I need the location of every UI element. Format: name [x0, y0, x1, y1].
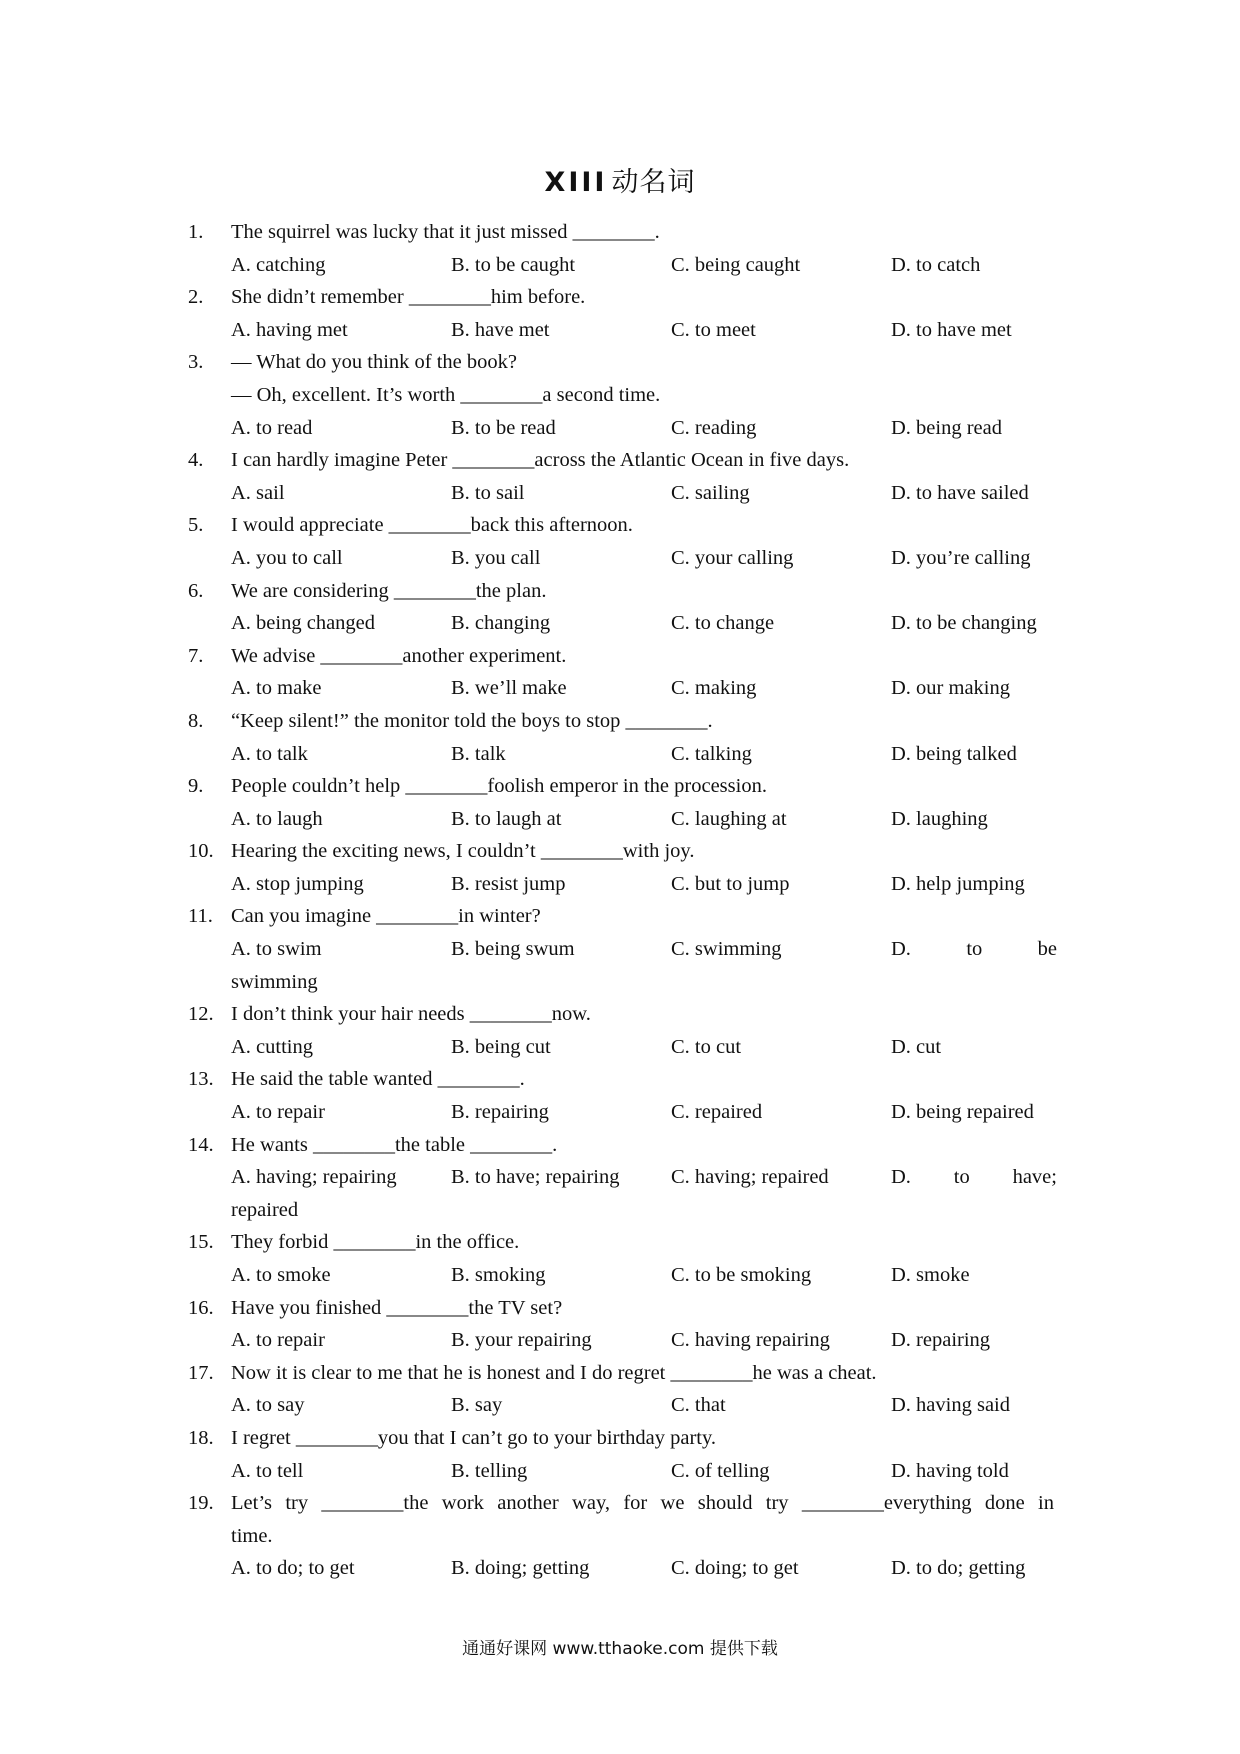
question-number: 3.: [188, 351, 204, 374]
option-b: B. to be read: [451, 416, 556, 439]
option-d: [891, 1161, 1057, 1194]
question-4: [0, 444, 1240, 509]
question-stem-line: [0, 1292, 1240, 1325]
option-d: D. repairing: [891, 1329, 991, 1352]
option-c: C. doing; to get: [671, 1557, 799, 1580]
option-b: B. have met: [451, 318, 550, 341]
option-c: C. sailing: [671, 481, 750, 504]
question-stem-line: [0, 575, 1240, 608]
option-a: A. to repair: [231, 1101, 325, 1124]
option-row: [0, 1552, 1240, 1585]
option-a: A. sail: [231, 481, 285, 504]
option-a: A. stop jumping: [231, 872, 364, 895]
option-row: [0, 738, 1240, 771]
question-stem: We advise ________another experiment.: [231, 644, 567, 667]
question-2: [0, 281, 1240, 346]
question-13: [0, 1063, 1240, 1128]
question-3: [0, 346, 1240, 444]
question-number: 13.: [188, 1068, 214, 1091]
option-row: [0, 1096, 1240, 1129]
question-stem-line: [0, 1422, 1240, 1455]
option-d: D. being talked: [891, 742, 1017, 765]
question-19: [0, 1487, 1240, 1585]
question-stem-line: [0, 770, 1240, 803]
option-row: [0, 1455, 1240, 1488]
question-7: [0, 640, 1240, 705]
question-number: 2.: [188, 286, 204, 309]
option-a: A. catching: [231, 253, 326, 276]
option-a: A. to tell: [231, 1459, 304, 1482]
option-word: to: [966, 938, 983, 961]
question-18: [0, 1422, 1240, 1487]
option-c: C. of telling: [671, 1459, 770, 1482]
option-b: B. smoking: [451, 1264, 546, 1286]
option-c: C. to change: [671, 612, 775, 635]
option-a: A. to do; to get: [231, 1557, 355, 1580]
option-row: [0, 868, 1240, 901]
question-number: 5.: [188, 514, 204, 537]
option-row: [0, 412, 1240, 445]
page-footer: 通通好课网 www.tthaoke.com 提供下载: [462, 1639, 778, 1659]
option-a: A. having met: [231, 318, 348, 341]
option-row: [0, 803, 1240, 836]
question-stem-line: [0, 998, 1240, 1031]
option-d: D. smoke: [891, 1264, 970, 1286]
option-a: A. to repair: [231, 1329, 325, 1352]
title-text: 动名词: [611, 167, 696, 198]
option-a: A. to talk: [231, 742, 308, 765]
option-c: C. reading: [671, 416, 757, 439]
option-word: D.: [891, 1166, 911, 1189]
option-c: C. repaired: [671, 1101, 763, 1124]
option-d: D. to be changing: [891, 612, 1037, 635]
option-c: C. having; repaired: [671, 1166, 829, 1189]
option-b: B. being swum: [451, 938, 575, 961]
title-roman-numeral: XIII: [544, 167, 608, 198]
question-stem: I don’t think your hair needs ________now.: [231, 1003, 591, 1026]
question-stem-line: [0, 216, 1240, 249]
question-stem-continued: time.: [231, 1524, 273, 1547]
option-word: to: [953, 1166, 970, 1189]
option-c: C. your calling: [671, 546, 794, 569]
question-stem-line: [0, 379, 1240, 412]
option-d-continued: repaired: [231, 1198, 299, 1221]
question-8: [0, 705, 1240, 770]
option-b: B. resist jump: [451, 872, 566, 895]
question-1: [0, 216, 1240, 281]
question-stem-line: [0, 1129, 1240, 1162]
option-row-continued: [0, 1194, 1240, 1227]
question-number: 10.: [188, 840, 214, 863]
option-b: B. doing; getting: [451, 1557, 590, 1580]
question-12: [0, 998, 1240, 1063]
question-17: [0, 1357, 1240, 1422]
option-a: A. to read: [231, 416, 313, 439]
option-d: D. having said: [891, 1394, 1010, 1417]
option-row: [0, 933, 1240, 966]
question-stem: The squirrel was lucky that it just missed ________.: [231, 221, 660, 243]
question-stem-line: [0, 835, 1240, 868]
option-c: C. having repairing: [671, 1329, 830, 1352]
question-stem-line: [0, 1226, 1240, 1259]
option-b: B. to sail: [451, 481, 525, 504]
question-stem-line: [0, 1357, 1240, 1390]
option-a: A. to say: [231, 1394, 305, 1417]
question-stem: Now it is clear to me that he is honest and I do regret ________he was a cheat.: [231, 1361, 877, 1384]
question-stem: “Keep silent!” the monitor told the boys to stop ________.: [231, 709, 713, 732]
question-stem: We are considering ________the plan.: [231, 579, 547, 602]
option-b: B. talk: [451, 742, 506, 765]
option-b: B. your repairing: [451, 1329, 592, 1352]
question-number: 18.: [188, 1426, 214, 1449]
question-11: [0, 900, 1240, 998]
option-d: D. being repaired: [891, 1101, 1034, 1124]
option-row: [0, 1259, 1240, 1292]
option-a: A. having; repairing: [231, 1166, 397, 1189]
option-b: B. to have; repairing: [451, 1166, 620, 1189]
option-row: [0, 1161, 1240, 1194]
question-stem-line: [0, 640, 1240, 673]
option-b: B. to laugh at: [451, 807, 562, 830]
option-row: [0, 249, 1240, 282]
question-stem-line: [0, 900, 1240, 933]
question-stem-continued: — Oh, excellent. It’s worth ________a second time.: [231, 383, 661, 406]
question-14: [0, 1129, 1240, 1227]
question-stem: He wants ________the table ________.: [231, 1133, 558, 1156]
question-15: [0, 1226, 1240, 1291]
question-stem-line: [0, 1063, 1240, 1096]
option-d: D. to have sailed: [891, 481, 1029, 504]
question-stem: They forbid ________in the office.: [231, 1231, 520, 1254]
option-d: D. cut: [891, 1035, 942, 1058]
question-number: 8.: [188, 709, 204, 732]
question-stem: She didn’t remember ________him before.: [231, 286, 586, 309]
option-d: D. to have met: [891, 318, 1012, 341]
option-d: D. to do; getting: [891, 1557, 1026, 1580]
option-row: [0, 477, 1240, 510]
question-stem: I regret ________you that I can’t go to your birthday party.: [231, 1426, 717, 1449]
option-b: B. repairing: [451, 1101, 549, 1124]
question-number: 12.: [188, 1003, 214, 1026]
option-row: [0, 607, 1240, 640]
option-row: [0, 542, 1240, 575]
question-stem-line: [0, 1487, 1240, 1520]
option-a: A. being changed: [231, 612, 376, 635]
question-stem-line: [0, 1520, 1240, 1553]
option-b: B. we’ll make: [451, 677, 567, 700]
page-title: [0, 160, 1240, 199]
question-stem: People couldn’t help ________foolish emperor in the procession.: [231, 775, 767, 798]
question-stem: I would appreciate ________back this afternoon.: [231, 514, 633, 537]
question-stem: — What do you think of the book?: [231, 351, 518, 374]
option-c: C. but to jump: [671, 872, 790, 895]
question-9: [0, 770, 1240, 835]
option-d: D. you’re calling: [891, 546, 1031, 569]
option-word: have;: [1012, 1166, 1057, 1189]
option-c: C. to meet: [671, 318, 756, 341]
option-d: D. laughing: [891, 807, 988, 830]
question-stem-line: [0, 705, 1240, 738]
question-stem-line: [0, 281, 1240, 314]
option-b: B. to be caught: [451, 253, 576, 276]
question-stem-line: [0, 346, 1240, 379]
question-stem: Can you imagine ________in winter?: [231, 905, 541, 928]
question-number: 7.: [188, 644, 204, 667]
question-number: 11.: [188, 905, 213, 928]
question-stem: He said the table wanted ________.: [231, 1068, 525, 1091]
question-number: 4.: [188, 449, 204, 472]
option-d: D. our making: [891, 677, 1010, 700]
option-row: [0, 672, 1240, 705]
option-b: B. telling: [451, 1459, 528, 1482]
option-row: [0, 1389, 1240, 1422]
option-row: [0, 1031, 1240, 1064]
question-number: 16.: [188, 1296, 214, 1319]
question-number: 15.: [188, 1231, 214, 1254]
option-row-continued: [0, 966, 1240, 999]
option-c: C. making: [671, 677, 757, 700]
question-number: 17.: [188, 1361, 214, 1384]
question-number: 6.: [188, 579, 204, 602]
option-c: C. to be smoking: [671, 1264, 812, 1286]
option-d: D. being read: [891, 416, 1002, 439]
question-5: [0, 509, 1240, 574]
question-16: [0, 1292, 1240, 1357]
question-stem: Have you finished ________the TV set?: [231, 1296, 563, 1319]
option-c: C. laughing at: [671, 807, 787, 830]
option-b: B. changing: [451, 612, 551, 635]
option-d: [891, 933, 1057, 966]
question-number: 9.: [188, 775, 204, 798]
option-c: C. to cut: [671, 1035, 742, 1058]
option-word: D.: [891, 938, 911, 961]
question-10: [0, 835, 1240, 900]
question-6: [0, 575, 1240, 640]
question-list: [0, 216, 1240, 1585]
option-b: B. being cut: [451, 1035, 551, 1058]
option-b: B. you call: [451, 546, 541, 569]
question-stem: Hearing the exciting news, I couldn’t ________with joy.: [231, 840, 695, 863]
option-b: B. say: [451, 1394, 503, 1417]
option-row: [0, 314, 1240, 347]
question-stem: Let’s try ________the work another way, for we should try ________everything done in: [231, 1492, 1054, 1515]
question-number: 19.: [188, 1492, 214, 1515]
option-c: C. swimming: [671, 938, 782, 961]
option-a: A. cutting: [231, 1035, 313, 1058]
option-d: D. to catch: [891, 253, 981, 276]
option-word: be: [1037, 938, 1057, 961]
option-c: C. that: [671, 1394, 726, 1417]
question-stem-line: [0, 444, 1240, 477]
option-d: D. having told: [891, 1459, 1009, 1482]
option-a: A. to make: [231, 677, 322, 700]
question-number: 1.: [188, 221, 204, 243]
question-stem-line: [0, 509, 1240, 542]
option-a: A. to swim: [231, 938, 322, 961]
option-row: [0, 1324, 1240, 1357]
question-number: 14.: [188, 1133, 214, 1156]
option-c: C. being caught: [671, 253, 801, 276]
option-c: C. talking: [671, 742, 752, 765]
option-a: A. you to call: [231, 546, 343, 569]
question-stem: I can hardly imagine Peter ________across the Atlantic Ocean in five days.: [231, 449, 850, 472]
option-a: A. to laugh: [231, 807, 323, 830]
option-a: A. to smoke: [231, 1264, 331, 1286]
option-d: D. help jumping: [891, 872, 1025, 895]
option-d-continued: swimming: [231, 970, 318, 993]
